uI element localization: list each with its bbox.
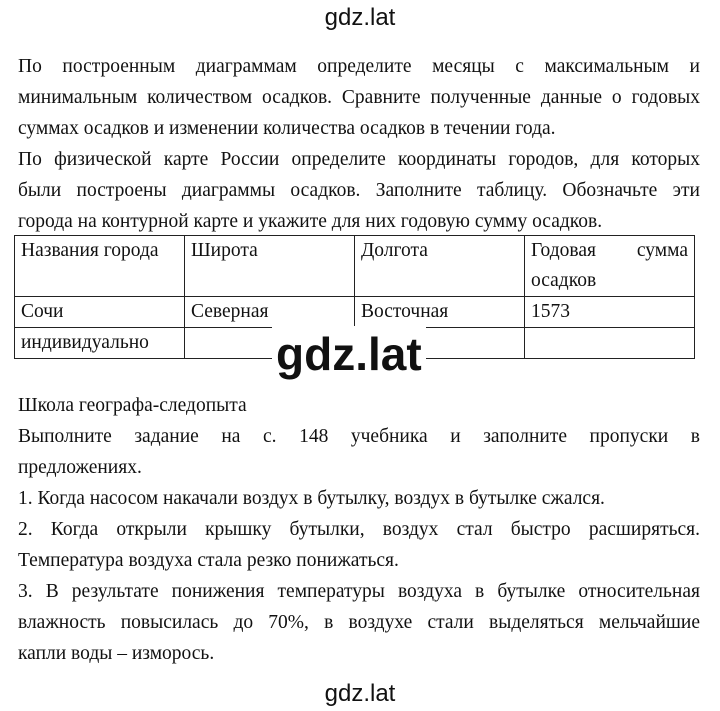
cell-longitude: Восточная xyxy=(355,297,525,328)
text-line: 1. Когда насосом накачали воздух в бутылку, воздух в бутылке сжался. xyxy=(18,488,605,509)
header-precipitation-line2: осадков xyxy=(531,270,597,291)
header-longitude: Долгота xyxy=(355,236,525,297)
text-line: капли воды – изморось. xyxy=(18,643,215,664)
watermark-top: gdz.lat xyxy=(324,4,396,31)
section-geographer xyxy=(18,390,700,669)
text-line: суммах осадков и изменении количества осадков в течении года. xyxy=(18,118,556,139)
cell-latitude: Северная xyxy=(185,297,355,328)
watermark-bottom: gdz.lat xyxy=(324,680,396,707)
paragraph-diagrams xyxy=(18,51,700,237)
cell-city: Сочи xyxy=(15,297,185,328)
text-line: Выполните задание на с. 148 учебника и заполните пропуски в xyxy=(18,426,700,447)
text-line: города на контурной карте и укажите для них годовую сумму осадков. xyxy=(18,211,603,232)
section-title: Школа географа-следопыта xyxy=(18,395,247,416)
text-line: Температура воздуха стала резко понижаться. xyxy=(18,550,399,571)
table-row xyxy=(15,297,695,328)
cell-precipitation xyxy=(525,328,695,359)
header-precipitation-line1: Годовая сумма xyxy=(531,240,688,261)
cell-city: индивидуально xyxy=(15,328,185,359)
text-line: минимальным количеством осадков. Сравните полученные данные о годовых xyxy=(18,87,700,108)
text-line: 3. В результате понижения температуры воздуха в бутылке относительная xyxy=(18,581,700,602)
header-latitude: Широта xyxy=(185,236,355,297)
header-precipitation xyxy=(525,236,695,297)
text-line: По физической карте России определите координаты городов, для которых xyxy=(18,149,700,170)
cell-precipitation: 1573 xyxy=(525,297,695,328)
header-city: Названия города xyxy=(15,236,185,297)
watermark-center: gdz.lat xyxy=(272,326,426,382)
text-line: По построенным диаграммам определите месяцы с максимальным и xyxy=(18,56,700,77)
table-header-row xyxy=(15,236,695,297)
text-line: были построены диаграммы осадков. Заполните таблицу. Обозначьте эти xyxy=(18,180,700,201)
text-line: предложениях. xyxy=(18,457,142,478)
text-line: влажность повысилась до 70%, в воздухе стали выделяться мельчайшие xyxy=(18,612,700,633)
text-line: 2. Когда открыли крышку бутылки, воздух стал быстро расширяться. xyxy=(18,519,700,540)
